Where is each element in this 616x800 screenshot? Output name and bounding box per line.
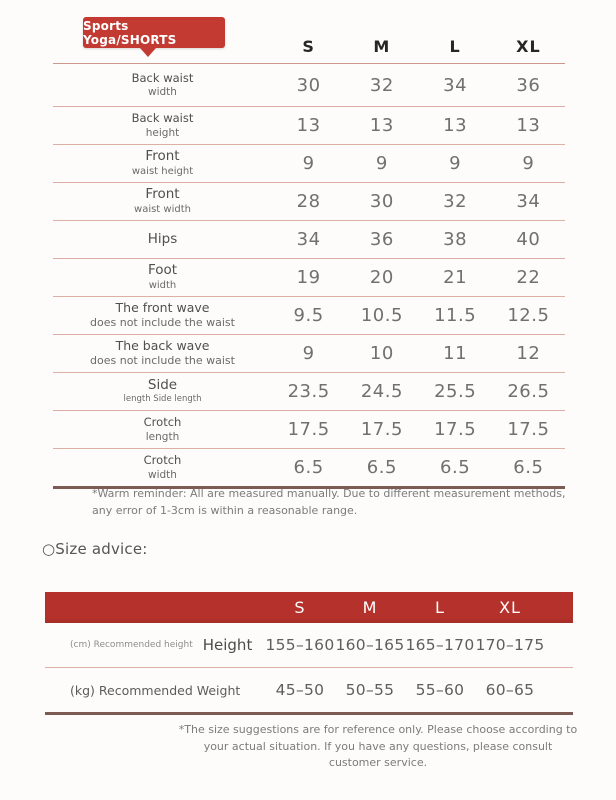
size-advice-table [45,592,573,715]
measurement-value-m: 20 [369,267,394,288]
measurement-value-m: 9 [375,153,388,174]
measurement-value-s: 9 [302,343,315,364]
measurement-table-body [53,64,565,486]
measurement-value-xl: 6.5 [513,457,544,478]
advice-value-s: 155–160 [265,636,335,654]
measurement-row [53,221,565,259]
measurement-name-detail: does not include the waist [90,353,235,367]
advice-column-m: M [362,598,378,617]
measurement-value-l: 25.5 [434,381,477,402]
measurement-value-l: 9 [449,153,462,174]
measurement-value-s: 34 [296,229,321,250]
measurement-value-xl: 22 [516,267,541,288]
advice-value-l: 165–170 [405,636,475,654]
measurement-value-l: 32 [443,191,468,212]
measurement-name: Back waist [131,70,194,85]
measurement-name-detail: waist width [134,204,191,215]
footer-note: *The size suggestions are for reference only. Please choose according to your actual situation. If you have any questions, please consult customer service. [178,723,578,769]
measurement-name: The back wave [115,338,210,354]
measurement-name: Foot [147,262,178,279]
measurement-value-s: 23.5 [287,381,330,402]
measurement-row [53,411,565,449]
measurement-row [53,373,565,411]
measurement-row [53,449,565,486]
measurement-name-detail: length [145,430,180,443]
measurement-row-label [53,298,272,332]
size-column-m: M [373,37,391,56]
measurement-value-l: 11.5 [434,305,477,326]
advice-row-label [45,683,265,698]
measurement-value-l: 6.5 [440,457,471,478]
measurement-row-label [53,184,272,218]
measurement-value-s: 17.5 [287,419,330,440]
measurement-row [53,297,565,335]
advice-row [45,623,573,668]
measurement-value-m: 24.5 [360,381,403,402]
advice-column-xl: XL [499,598,521,617]
measurement-name: Crotch [143,453,182,468]
size-advice-header-bar [45,592,573,623]
header-spacer [53,44,272,50]
advice-row-label [45,636,265,654]
measurement-name-detail: width [148,280,177,291]
advice-value-s: 45–50 [275,681,325,699]
measurement-value-s: 9 [302,153,315,174]
measurement-value-m: 36 [369,229,394,250]
size-column-l: L [449,37,461,56]
advice-row-unit-label: (kg) Recommended Weight [70,682,241,698]
measurement-row-label [53,69,272,101]
measurement-name-detail: length Side length [123,393,202,404]
measurement-name: Back waist [131,111,194,126]
measurement-value-m: 10.5 [360,305,403,326]
measurement-value-xl: 9 [522,153,535,174]
measurement-value-xl: 26.5 [507,381,550,402]
measurement-value-m: 6.5 [366,457,397,478]
measurement-name-detail: height [145,126,180,139]
size-advice-table-body [45,623,573,715]
advice-row-unit-label: (cm) Recommended height [70,640,193,650]
measurement-table-header [53,30,565,64]
measurement-row [53,259,565,297]
size-advice-heading: ○Size advice: [42,540,148,558]
advice-row [45,668,573,715]
size-column-xl: XL [516,37,541,56]
measurement-value-l: 11 [443,343,468,364]
measurement-row-label [53,451,272,483]
measurement-row-label [53,413,272,445]
measurement-value-xl: 40 [516,229,541,250]
measurement-value-xl: 34 [516,191,541,212]
measurement-row [53,107,565,145]
measurement-value-m: 30 [369,191,394,212]
measurement-value-m: 32 [369,74,394,96]
measurement-value-l: 38 [443,229,468,250]
measurement-value-xl: 36 [516,74,541,96]
advice-value-xl: 170–175 [475,636,545,654]
measurement-value-xl: 13 [516,115,541,136]
measurement-name-detail: does not include the waist [90,315,235,329]
measurement-row [53,183,565,221]
measurement-value-m: 17.5 [360,419,403,440]
warm-reminder-note: *Warm reminder: All are measured manually. Due to different measurement methods, any error of 1-3cm is within a reasonable range. [92,487,566,517]
measurement-row-label [53,229,272,251]
measurement-row-label [53,146,272,180]
measurement-row [53,64,565,107]
advice-row-name: Height [202,636,253,654]
measurement-table [53,30,565,489]
measurement-name-detail: width [148,86,177,99]
measurement-value-m: 10 [369,343,394,364]
measurement-row-label [53,336,272,370]
measurement-value-l: 21 [443,267,468,288]
measurement-value-xl: 17.5 [507,419,550,440]
measurement-name: Crotch [143,415,182,430]
measurement-value-s: 9.5 [293,305,324,326]
measurement-row-label [53,109,272,141]
measurement-value-s: 6.5 [293,457,324,478]
measurement-name: Front [145,148,180,165]
measurement-row [53,335,565,373]
size-column-s: S [302,37,315,56]
measurement-value-s: 30 [296,74,321,96]
category-badge-label: Sports Yoga/SHORTS [83,18,177,47]
measurement-value-xl: 12.5 [507,305,550,326]
measurement-value-l: 34 [443,74,468,96]
measurement-name-detail: width [148,468,177,481]
advice-column-s: S [294,598,306,617]
measurement-name: The front wave [115,300,210,316]
measurement-name-detail: waist height [131,166,194,177]
measurement-name: Side [147,377,178,394]
measurement-value-l: 17.5 [434,419,477,440]
measurement-row-label [53,375,272,407]
measurement-value-l: 13 [443,115,468,136]
measurement-value-s: 19 [296,267,321,288]
advice-value-l: 55–60 [415,681,465,699]
advice-value-m: 50–55 [345,681,395,699]
measurement-value-s: 28 [296,191,321,212]
measurement-row [53,145,565,183]
measurement-name: Hips [147,230,178,247]
advice-column-l: L [435,598,445,617]
measurement-value-xl: 12 [516,343,541,364]
advice-value-xl: 60–65 [485,681,535,699]
measurement-row-label [53,260,272,294]
measurement-value-m: 13 [369,115,394,136]
measurement-name: Front [145,186,180,203]
advice-value-m: 160–165 [335,636,405,654]
measurement-value-s: 13 [296,115,321,136]
